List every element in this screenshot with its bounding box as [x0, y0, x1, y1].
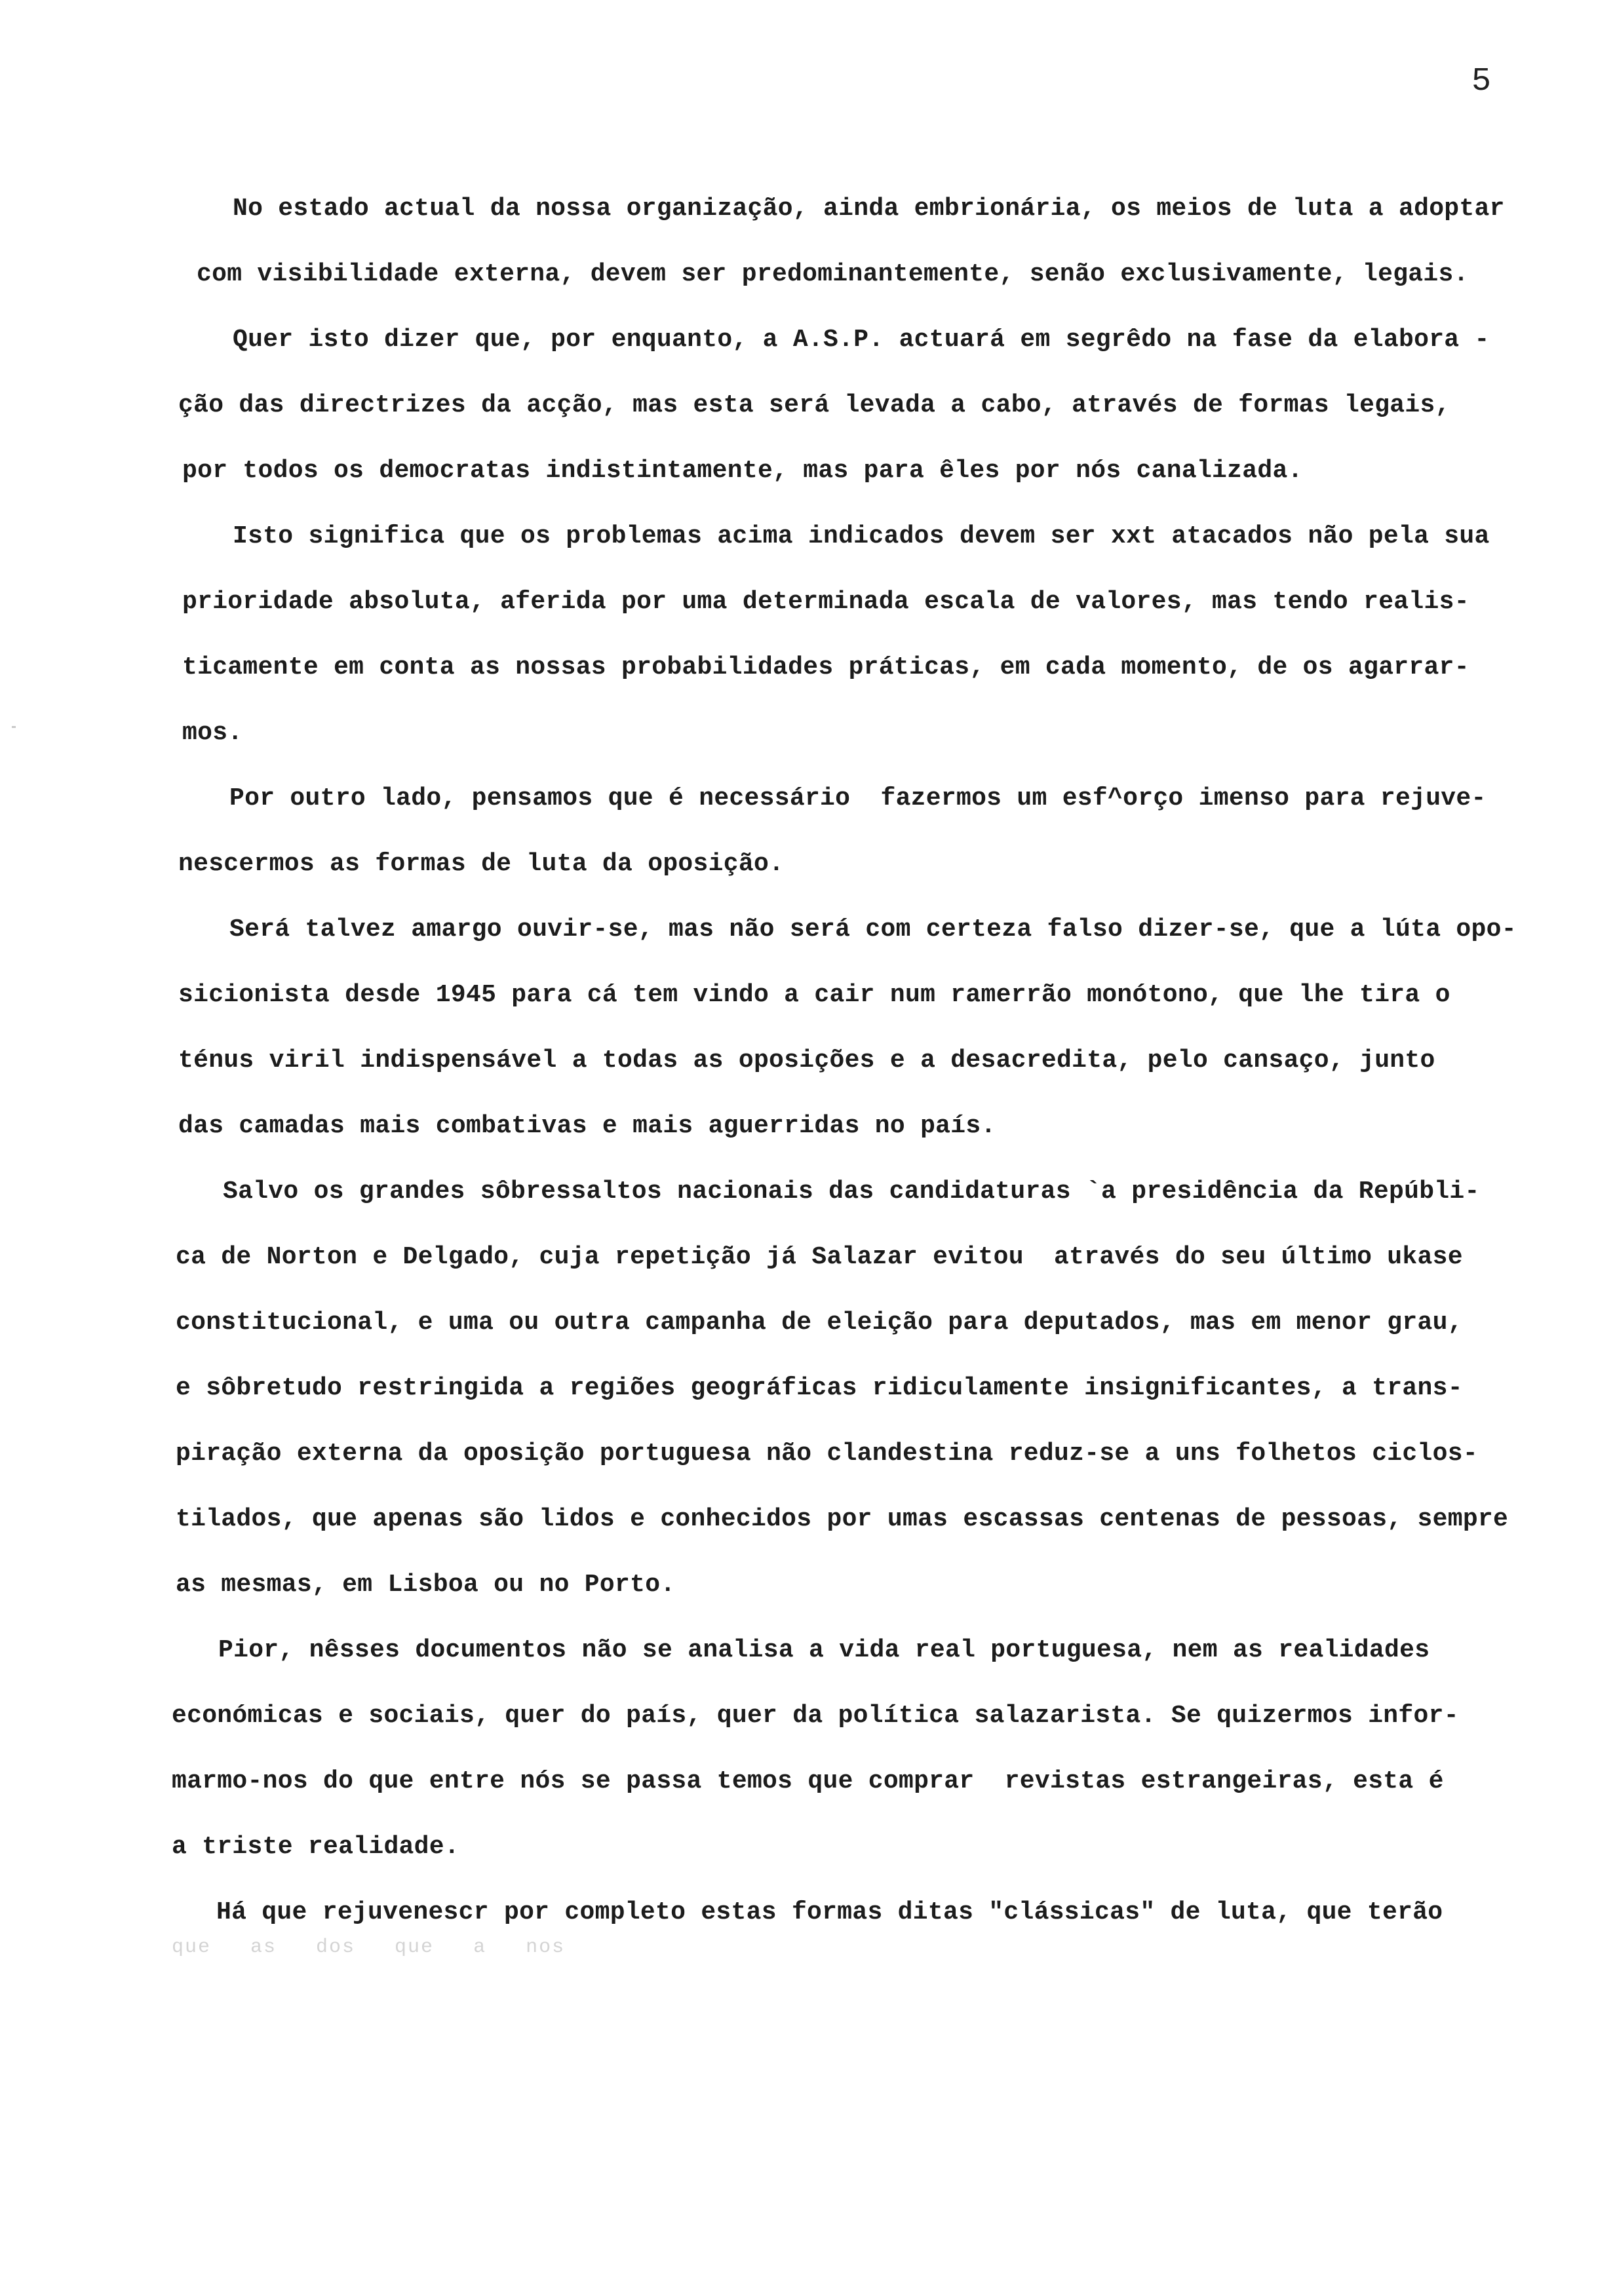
- text-line-23: Pior, nêsses documentos não se analisa a vida real portuguesa, nem as realidades: [218, 1636, 1430, 1664]
- text-line-22: as mesmas, em Lisboa ou no Porto.: [176, 1571, 676, 1599]
- text-line-7: prioridade absoluta, aferida por uma determinada escala de valores, mas tendo realis-: [182, 588, 1469, 616]
- text-line-20: piração externa da oposição portuguesa não clandestina reduz-se a uns folhetos ciclos-: [176, 1440, 1478, 1468]
- text-line-13: sicionista desde 1945 para cá tem vindo a cair num ramerrão monótono, que lhe tira o: [178, 981, 1450, 1009]
- text-line-2: com visibilidade externa, devem ser predominantemente, senão exclusivamente, legais.: [197, 260, 1469, 288]
- text-line-1: No estado actual da nossa organização, ainda embrionária, os meios de luta a adoptar: [233, 195, 1505, 223]
- text-line-3: Quer isto dizer que, por enquanto, a A.S.P. actuará em segrêdo na fase da elabora -: [233, 326, 1490, 354]
- text-line-11: nescermos as formas de luta da oposição.: [178, 850, 785, 878]
- text-line-8: ticamente em conta as nossas probabilidades práticas, em cada momento, de os agarrar-: [182, 653, 1469, 681]
- text-line-4: ção das directrizes da acção, mas esta será levada a cabo, através de formas legais,: [178, 391, 1450, 419]
- text-line-14: ténus viril indispensável a todas as oposições e a desacredita, pelo cansaço, junto: [178, 1046, 1435, 1075]
- page-number: 5: [1471, 63, 1492, 100]
- text-line-15: das camadas mais combativas e mais aguerridas no país.: [178, 1112, 996, 1140]
- text-line-5: por todos os democratas indistintamente, mas para êles por nós canalizada.: [182, 457, 1303, 485]
- text-line-9: mos.: [182, 719, 243, 747]
- text-line-16: Salvo os grandes sôbressaltos nacionais das candidaturas `a presidência da Repúbli-: [223, 1177, 1480, 1206]
- text-line-27: Há que rejuvenescr por completo estas formas ditas "clássicas" de luta, que terão: [216, 1898, 1443, 1926]
- text-line-26: a triste realidade.: [172, 1833, 459, 1861]
- text-line-12: Será talvez amargo ouvir-se, mas não será com certeza falso dizer-se, que a lúta opo-: [229, 915, 1517, 944]
- text-line-10: Por outro lado, pensamos que é necessário fazermos um esf^orço imenso para rejuve-: [229, 784, 1487, 813]
- text-line-17: ca de Norton e Delgado, cuja repetição já Salazar evitou através do seu último ukase: [176, 1243, 1463, 1271]
- text-line-19: e sôbretudo restringida a regiões geográficas ridiculamente insignificantes, a trans-: [176, 1374, 1463, 1402]
- text-line-21: tilados, que apenas são lidos e conhecidos por umas escassas centenas de pessoas, sempre: [176, 1505, 1509, 1533]
- text-line-25: marmo-nos do que entre nós se passa temos que comprar revistas estrangeiras, esta é: [172, 1767, 1444, 1795]
- text-line-24: económicas e sociais, quer do país, quer da política salazarista. Se quizermos infor-: [172, 1702, 1459, 1730]
- faint-show-through: que as dos que a nos: [172, 1936, 566, 1959]
- text-line-6: Isto significa que os problemas acima indicados devem ser xxt atacados não pela sua: [233, 522, 1490, 550]
- margin-mark: [12, 726, 16, 728]
- text-line-18: constitucional, e uma ou outra campanha de eleição para deputados, mas em menor grau,: [176, 1309, 1463, 1337]
